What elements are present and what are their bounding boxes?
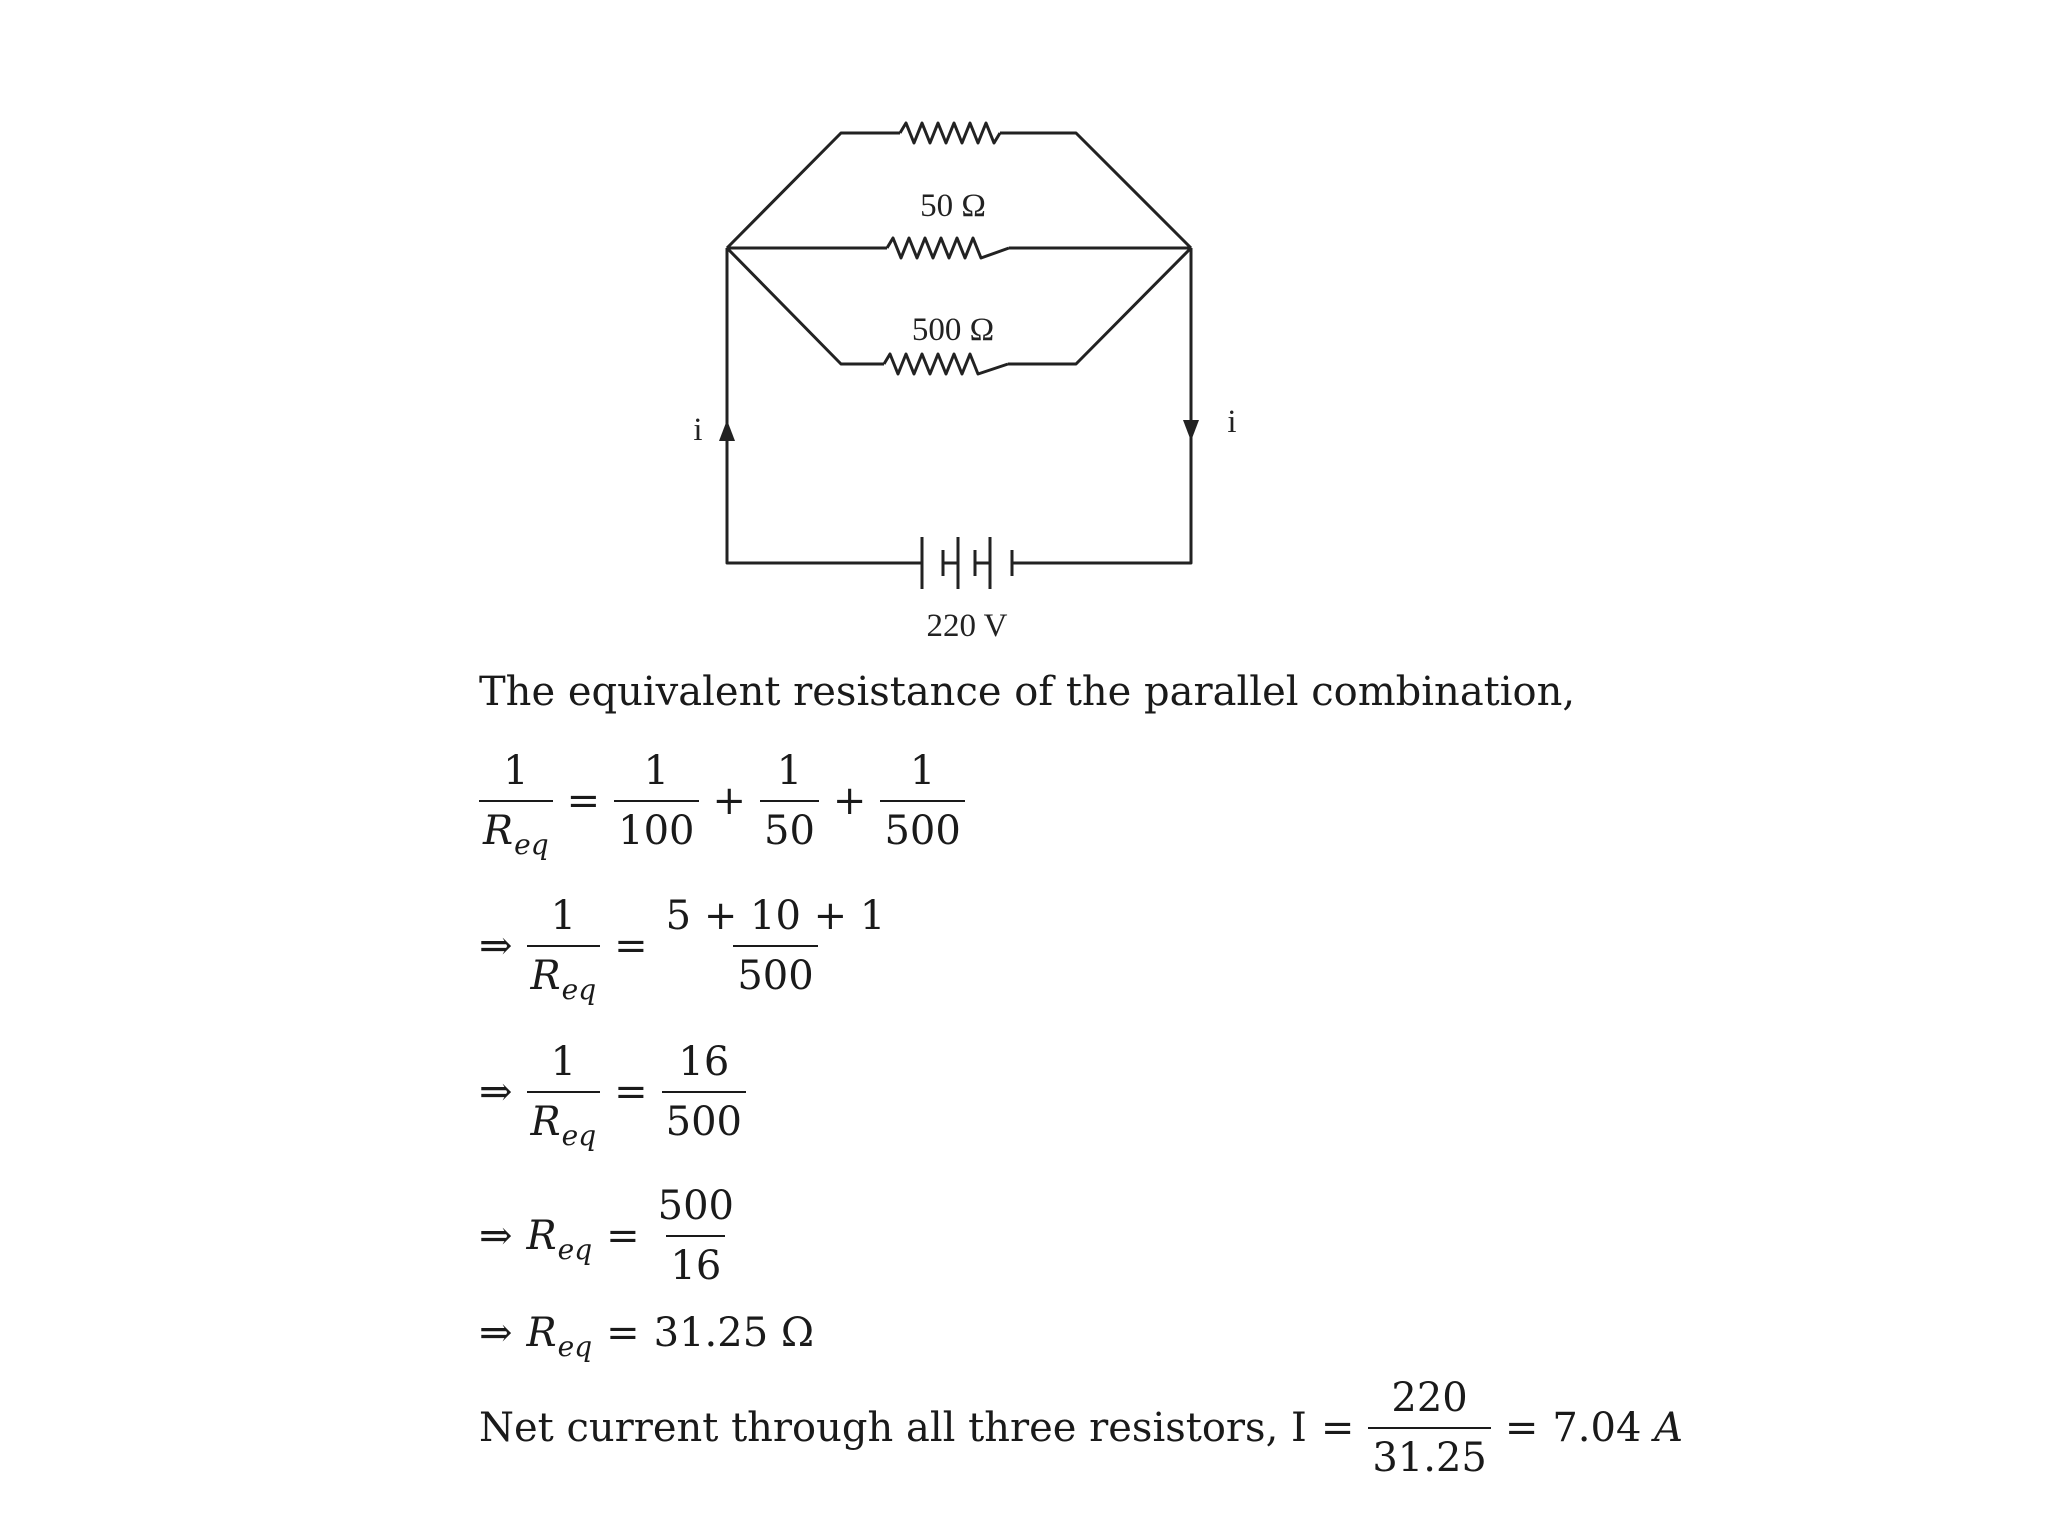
fraction-1-500: $\frac{1}{500}$: [880, 751, 964, 851]
req-value: 31.25 Ω: [653, 1310, 815, 1356]
circuit-diagram: [0, 0, 2048, 700]
left-current-label: i: [693, 412, 703, 448]
current-arrow-down-icon: [1183, 420, 1199, 441]
r2-label: 500 Ω: [911, 312, 995, 348]
top-branch-wire: [727, 133, 900, 248]
right-current-label: i: [1227, 404, 1237, 440]
net-current-line: Net current through all three resistors, I = $\frac{220}{31.25}$ = 7.04 A: [479, 1375, 1684, 1481]
fraction-1-100: $\frac{1}{100}$: [614, 751, 698, 851]
fraction-220-31.25: $\frac{220}{31.25}$: [1368, 1378, 1491, 1478]
bottom-branch-wire: [727, 248, 884, 364]
lhs-fraction: $\frac{1}{R_{eq}}$: [479, 751, 553, 851]
net-current-text: Net current through all three resistors, I: [479, 1405, 1307, 1451]
fraction-500-16: $\frac{500}{16}$: [657, 1183, 735, 1289]
bottom-branch-wire-right: [1008, 248, 1191, 364]
battery-icon: [922, 537, 1012, 589]
lhs-fraction: $\frac{1}{R_{eq}}$: [527, 896, 601, 996]
outer-loop-wire: [727, 248, 922, 563]
fraction-1-50: $\frac{1}{50}$: [760, 751, 819, 851]
r1-label: 50 Ω: [920, 188, 986, 224]
outer-loop-wire-right: [1012, 248, 1191, 563]
req-symbol: $R_{eq}$: [526, 1310, 593, 1363]
lhs-fraction: $\frac{1}{R_{eq}}$: [527, 1042, 601, 1142]
req-symbol: $R_{eq}$: [526, 1213, 593, 1266]
battery-label: 220 V: [926, 608, 1008, 644]
intro-text: The equivalent resistance of the parallel combination,: [479, 669, 1576, 715]
top-resistor: [900, 123, 1000, 143]
fraction-16-500: $\frac{16}{500}$: [662, 1042, 746, 1142]
middle-resistor: [887, 238, 1009, 258]
sum-fraction: $\frac{5 + 10 + 1}{500}$: [665, 893, 886, 999]
bottom-resistor: [884, 354, 1008, 374]
current-arrow-up-icon: [719, 420, 735, 441]
current-result: 7.04 A: [1552, 1405, 1684, 1451]
top-branch-wire-right: [1000, 133, 1191, 248]
